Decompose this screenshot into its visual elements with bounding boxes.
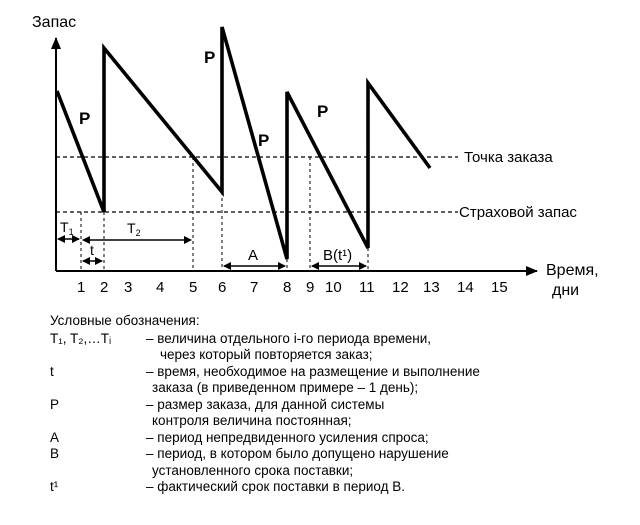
legend-item-period-b (50, 446, 630, 463)
legend-item-period-a (50, 430, 630, 447)
inventory-level-line (57, 27, 430, 259)
order-size-label: P (79, 109, 91, 128)
order-size-label: P (317, 102, 329, 121)
legend-term: A (50, 429, 60, 445)
x-tick-label: 13 (423, 279, 440, 296)
x-tick-label: 6 (218, 279, 227, 296)
legend-definition-continued: через который повторяется заказ; (160, 347, 373, 362)
legend-term: B (50, 446, 60, 461)
y-axis-label: Запас (32, 14, 77, 31)
legend-term: P (50, 396, 60, 412)
legend-definition: – период, в котором было допущено нарушение (146, 446, 449, 461)
x-tick-label: 8 (283, 279, 292, 296)
legend-item-order-size (50, 397, 630, 414)
period-a-label: A (248, 247, 259, 264)
x-tick-label: 5 (189, 279, 198, 296)
legend-definition: – время, необходимое на размещение и выполнение (146, 363, 480, 379)
order-size-label: P (258, 131, 270, 150)
legend-definition: – период непредвиденного усиления спроса; (146, 429, 429, 445)
x-tick-label: 12 (392, 279, 409, 296)
safety-stock-label: Страховой запас (459, 204, 577, 221)
lead-time-label: t (90, 242, 94, 258)
period-b-label: B(t¹) (323, 247, 353, 264)
x-tick-label: 2 (100, 279, 109, 296)
x-axis-unit: дни (552, 282, 580, 299)
legend (50, 313, 630, 496)
x-tick-label: 15 (491, 279, 508, 296)
legend-item-actual-lead-time (50, 479, 630, 496)
x-tick-label: 1 (77, 279, 86, 296)
x-tick-label: 7 (250, 279, 259, 296)
x-tick-labels (77, 279, 508, 296)
legend-item-periods (50, 331, 630, 348)
x-tick-label: 9 (306, 279, 315, 296)
legend-definition-continued: контроля величина постоянная; (152, 413, 352, 428)
legend-item-lead-time (50, 364, 630, 381)
legend-definition: – размер заказа, для данной системы (146, 396, 385, 412)
x-axis-label: Время, (546, 262, 599, 279)
reorder-point-label: Точка заказа (464, 149, 553, 166)
legend-definition: – величина отдельного i-го периода времени, (146, 330, 432, 346)
legend-term: t (50, 363, 54, 379)
x-tick-label: 11 (359, 279, 375, 296)
x-tick-label: 3 (124, 279, 133, 296)
t2-label: $T_2$ (127, 220, 141, 238)
legend-definition: – фактический срок поставки в период В. (146, 479, 405, 494)
t1-label: $T_1$ (60, 219, 74, 237)
x-tick-label: 4 (156, 279, 165, 296)
legend-term: T₁, T₂,…Tᵢ (50, 330, 112, 346)
x-tick-label: 14 (457, 279, 474, 296)
legend-title: Условные обозначения: (50, 313, 200, 328)
x-tick-label: 10 (325, 279, 342, 296)
order-size-label: P (204, 48, 216, 67)
legend-definition-continued: установленного срока поставки; (152, 462, 354, 478)
legend-term: t¹ (50, 479, 59, 494)
legend-definition-continued: заказа (в приведенном примере – 1 день); (152, 380, 419, 395)
